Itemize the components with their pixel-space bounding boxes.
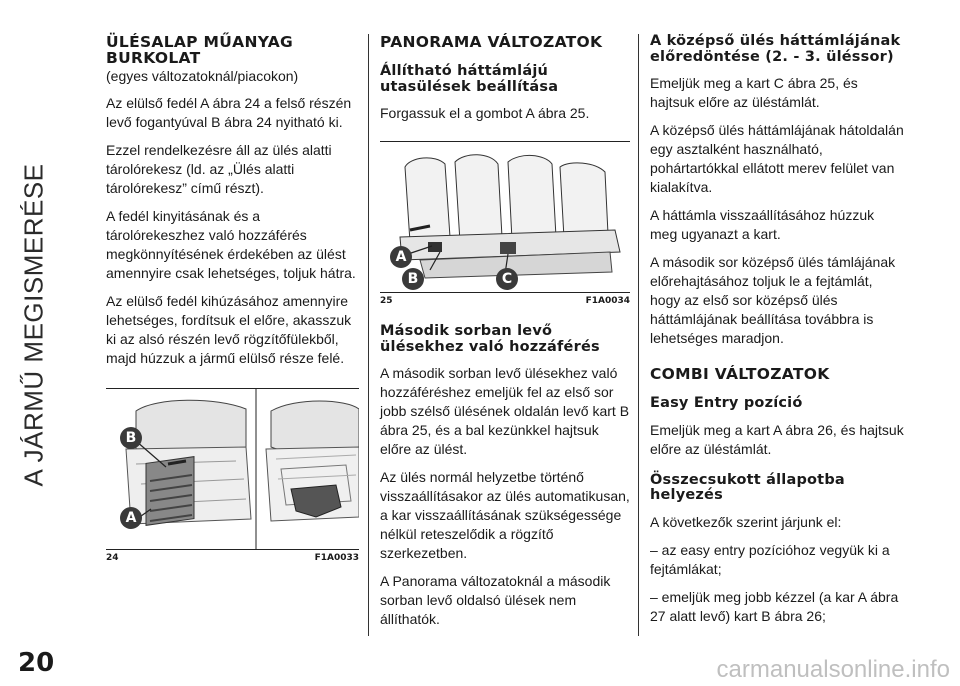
paragraph: A középső ülés háttámlájának hátoldalán egy asztalként használható, pohártartókkal ellátott merev felület van kialakítva.	[650, 122, 904, 195]
figure-25-caption	[380, 293, 630, 306]
column-2	[380, 34, 630, 629]
heading-panorama: PANORAMA VÁLTOZATOK	[380, 33, 603, 51]
watermark: carmanualsonline.info	[716, 656, 950, 683]
callout-a: A	[120, 507, 142, 529]
callout-b: B	[402, 268, 424, 290]
figure-24-caption	[106, 550, 359, 563]
page-number: 20	[18, 648, 55, 678]
paragraph: A háttámla visszaállításához húzzuk meg ugyanazt a kart.	[650, 207, 875, 242]
subheading-easy-entry: Easy Entry pozíció	[650, 395, 803, 411]
subheading-middle-seat: A középső ülés háttámlájának előredöntése (2. - 3. üléssor)	[650, 33, 901, 65]
paragraph: Az elülső fedél kihúzásához amennyire lehetséges, fordítsuk el előre, akasszuk ki az alsó részén levő rögzítőfülekből, majd húzzuk a jármű elülső része felé.	[106, 293, 352, 366]
paragraph: A Panorama változatoknál a második sorban levő oldalsó ülések nem állíthatók.	[380, 573, 611, 627]
sidebar-section-title	[12, 40, 56, 610]
column-3	[650, 34, 905, 626]
figure-code: F1A0034	[585, 296, 630, 306]
column-divider-1	[368, 34, 369, 636]
figure-code: F1A0033	[314, 553, 359, 563]
paragraph: A második sor középső ülés támlájának előrehajtásához toljuk le a fejtámlát, hogy az első sor középső ülés háttámlájának beállítása továbbra is lehetséges maradjon.	[650, 254, 896, 346]
figure-number: 25	[380, 296, 393, 306]
paragraph: A fedél kinyitásának és a tárolórekeszhez való hozzáférés megkönnyítésének érdekében az ülést amennyire csak lehetséges, toljuk hátra.	[106, 208, 356, 281]
paragraph: Ezzel rendelkezésre áll az ülés alatti tárolórekesz (ld. az „Ülés alatti tárolórekesz” című részt).	[106, 142, 332, 196]
paragraph: Az elülső fedél A ábra 24 a felső részén levő fogantyúval B ábra 24 nyitható ki.	[106, 95, 352, 130]
paragraph: Forgassuk el a gombot A ábra 25.	[380, 105, 590, 121]
callout-c: C	[496, 268, 518, 290]
paragraph: – az easy entry pozícióhoz vegyük ki a fejtámlákat;	[650, 541, 890, 577]
paragraph: – emeljük meg jobb kézzel (a kar A ábra 27 alatt levő) kart B ábra 26;	[650, 588, 899, 624]
column-1	[106, 34, 359, 563]
section-title-text: A JÁRMŰ MEGISMERÉSE	[18, 163, 49, 487]
subnote-versions: (egyes változatoknál/piacokon)	[106, 68, 299, 84]
paragraph: Emeljük meg a kart A ábra 26, és hajtsuk előre az üléstámlát.	[650, 421, 904, 457]
heading-seat-cover: ÜLÉSALAP MŰANYAG BURKOLAT	[106, 33, 294, 67]
subheading-adjustable-seats: Állítható háttámlájú utasülések beállítása	[380, 63, 559, 95]
subheading-second-row-access: Második sorban levő ülésekhez való hozzáférés	[380, 323, 600, 355]
callout-a: A	[390, 246, 412, 268]
figure-24	[106, 388, 359, 550]
paragraph: Az ülés normál helyzetbe történő visszaállításakor az ülés automatikusan, a kar visszaállításának szükségessége nélkül reteszelődik a rögzítő szerkezetben.	[380, 469, 630, 561]
column-divider-2	[638, 34, 639, 636]
figure-24-illustration	[106, 389, 359, 549]
callout-b: B	[120, 427, 142, 449]
figure-25	[380, 141, 630, 293]
figure-number: 24	[106, 553, 119, 563]
paragraph: A második sorban levő ülésekhez való hozzáféréshez emeljük fel az első sor jobb szélső ülésének oldalán levő kart B ábra 25, és a bal kezünkkel hajtsuk előre az ülést.	[380, 365, 630, 457]
paragraph: Emeljük meg a kart C ábra 25, és hajtsuk előre az üléstámlát.	[650, 75, 858, 110]
paragraph: A következők szerint járjunk el:	[650, 513, 842, 530]
heading-combi: COMBI VÁLTOZATOK	[650, 365, 830, 383]
subheading-folded: Összecsukott állapotba helyezés	[650, 471, 845, 503]
